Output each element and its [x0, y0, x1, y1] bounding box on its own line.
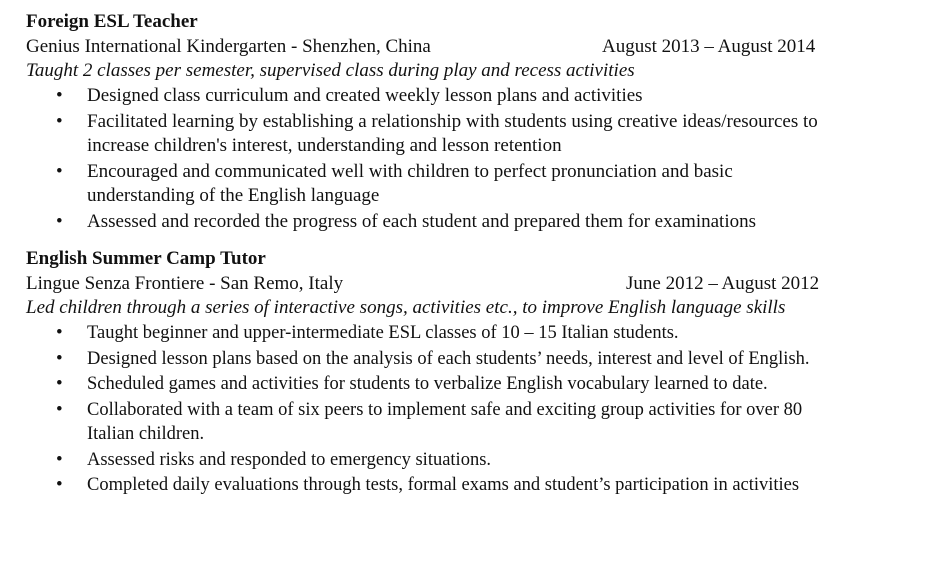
job-title: Foreign ESL Teacher — [26, 11, 198, 32]
bullet-icon — [56, 160, 63, 185]
job-title: English Summer Camp Tutor — [26, 248, 266, 269]
responsibilities-list — [26, 84, 906, 234]
list-item — [26, 372, 842, 397]
list-item-text: Collaborated with a team of six peers to implement safe and exciting group activities for over 80 Italian children. — [87, 399, 803, 444]
list-item-text: Taught beginner and upper-intermediate ESL classes of 10 – 15 Italian students. — [87, 323, 679, 343]
list-item — [26, 84, 842, 109]
job-employer-line — [26, 34, 906, 59]
responsibilities-list — [26, 321, 906, 498]
employer-location: Lingue Senza Frontiere - San Remo, Italy — [26, 273, 344, 294]
list-item — [26, 347, 842, 372]
list-item-text: Designed class curriculum and created weekly lesson plans and activities — [87, 85, 643, 106]
bullet-icon — [56, 448, 63, 473]
list-item-text: Facilitated learning by establishing a relationship with students using creative ideas/resources to increase children's interest, understanding and lesson retention — [87, 110, 818, 156]
bullet-icon — [56, 372, 63, 397]
bullet-icon — [56, 84, 63, 109]
list-item-text: Assessed risks and responded to emergency situations. — [87, 449, 492, 470]
bullet-icon — [56, 347, 63, 372]
list-item-text: Encouraged and communicated well with children to perfect pronunciation and basic understanding of the English language — [87, 160, 733, 206]
job-summary: Led children through a series of interactive songs, activities etc., to improve English language skills — [26, 297, 786, 318]
bullet-icon — [56, 110, 63, 135]
list-item-text: Completed daily evaluations through tests, formal exams and student’s participation in activities — [87, 475, 800, 495]
job-entry-esl-teacher — [26, 9, 906, 234]
list-item — [26, 448, 842, 473]
bullet-icon — [56, 210, 63, 235]
list-item — [26, 473, 842, 498]
list-item-text: Scheduled games and activities for students to verbalize English vocabulary learned to date. — [87, 374, 768, 394]
job-summary: Taught 2 classes per semester, supervised class during play and recess activities — [26, 60, 635, 81]
job-entry-summer-camp-tutor — [26, 246, 906, 498]
bullet-icon — [56, 473, 63, 498]
list-item — [26, 321, 842, 346]
resume-page — [26, 9, 906, 498]
employment-dates: August 2013 – August 2014 — [602, 36, 816, 57]
job-employer-line — [26, 271, 906, 296]
bullet-icon — [56, 398, 63, 423]
list-item — [26, 110, 842, 159]
list-item — [26, 398, 842, 447]
employment-dates: June 2012 – August 2012 — [626, 273, 820, 294]
list-item — [26, 210, 842, 235]
bullet-icon — [56, 321, 63, 346]
list-item — [26, 160, 842, 209]
list-item-text: Assessed and recorded the progress of each student and prepared them for examinations — [87, 210, 756, 232]
employer-location: Genius International Kindergarten - Shenzhen, China — [26, 36, 431, 57]
list-item-text: Designed lesson plans based on the analysis of each students’ needs, interest and level of English. — [87, 348, 810, 369]
